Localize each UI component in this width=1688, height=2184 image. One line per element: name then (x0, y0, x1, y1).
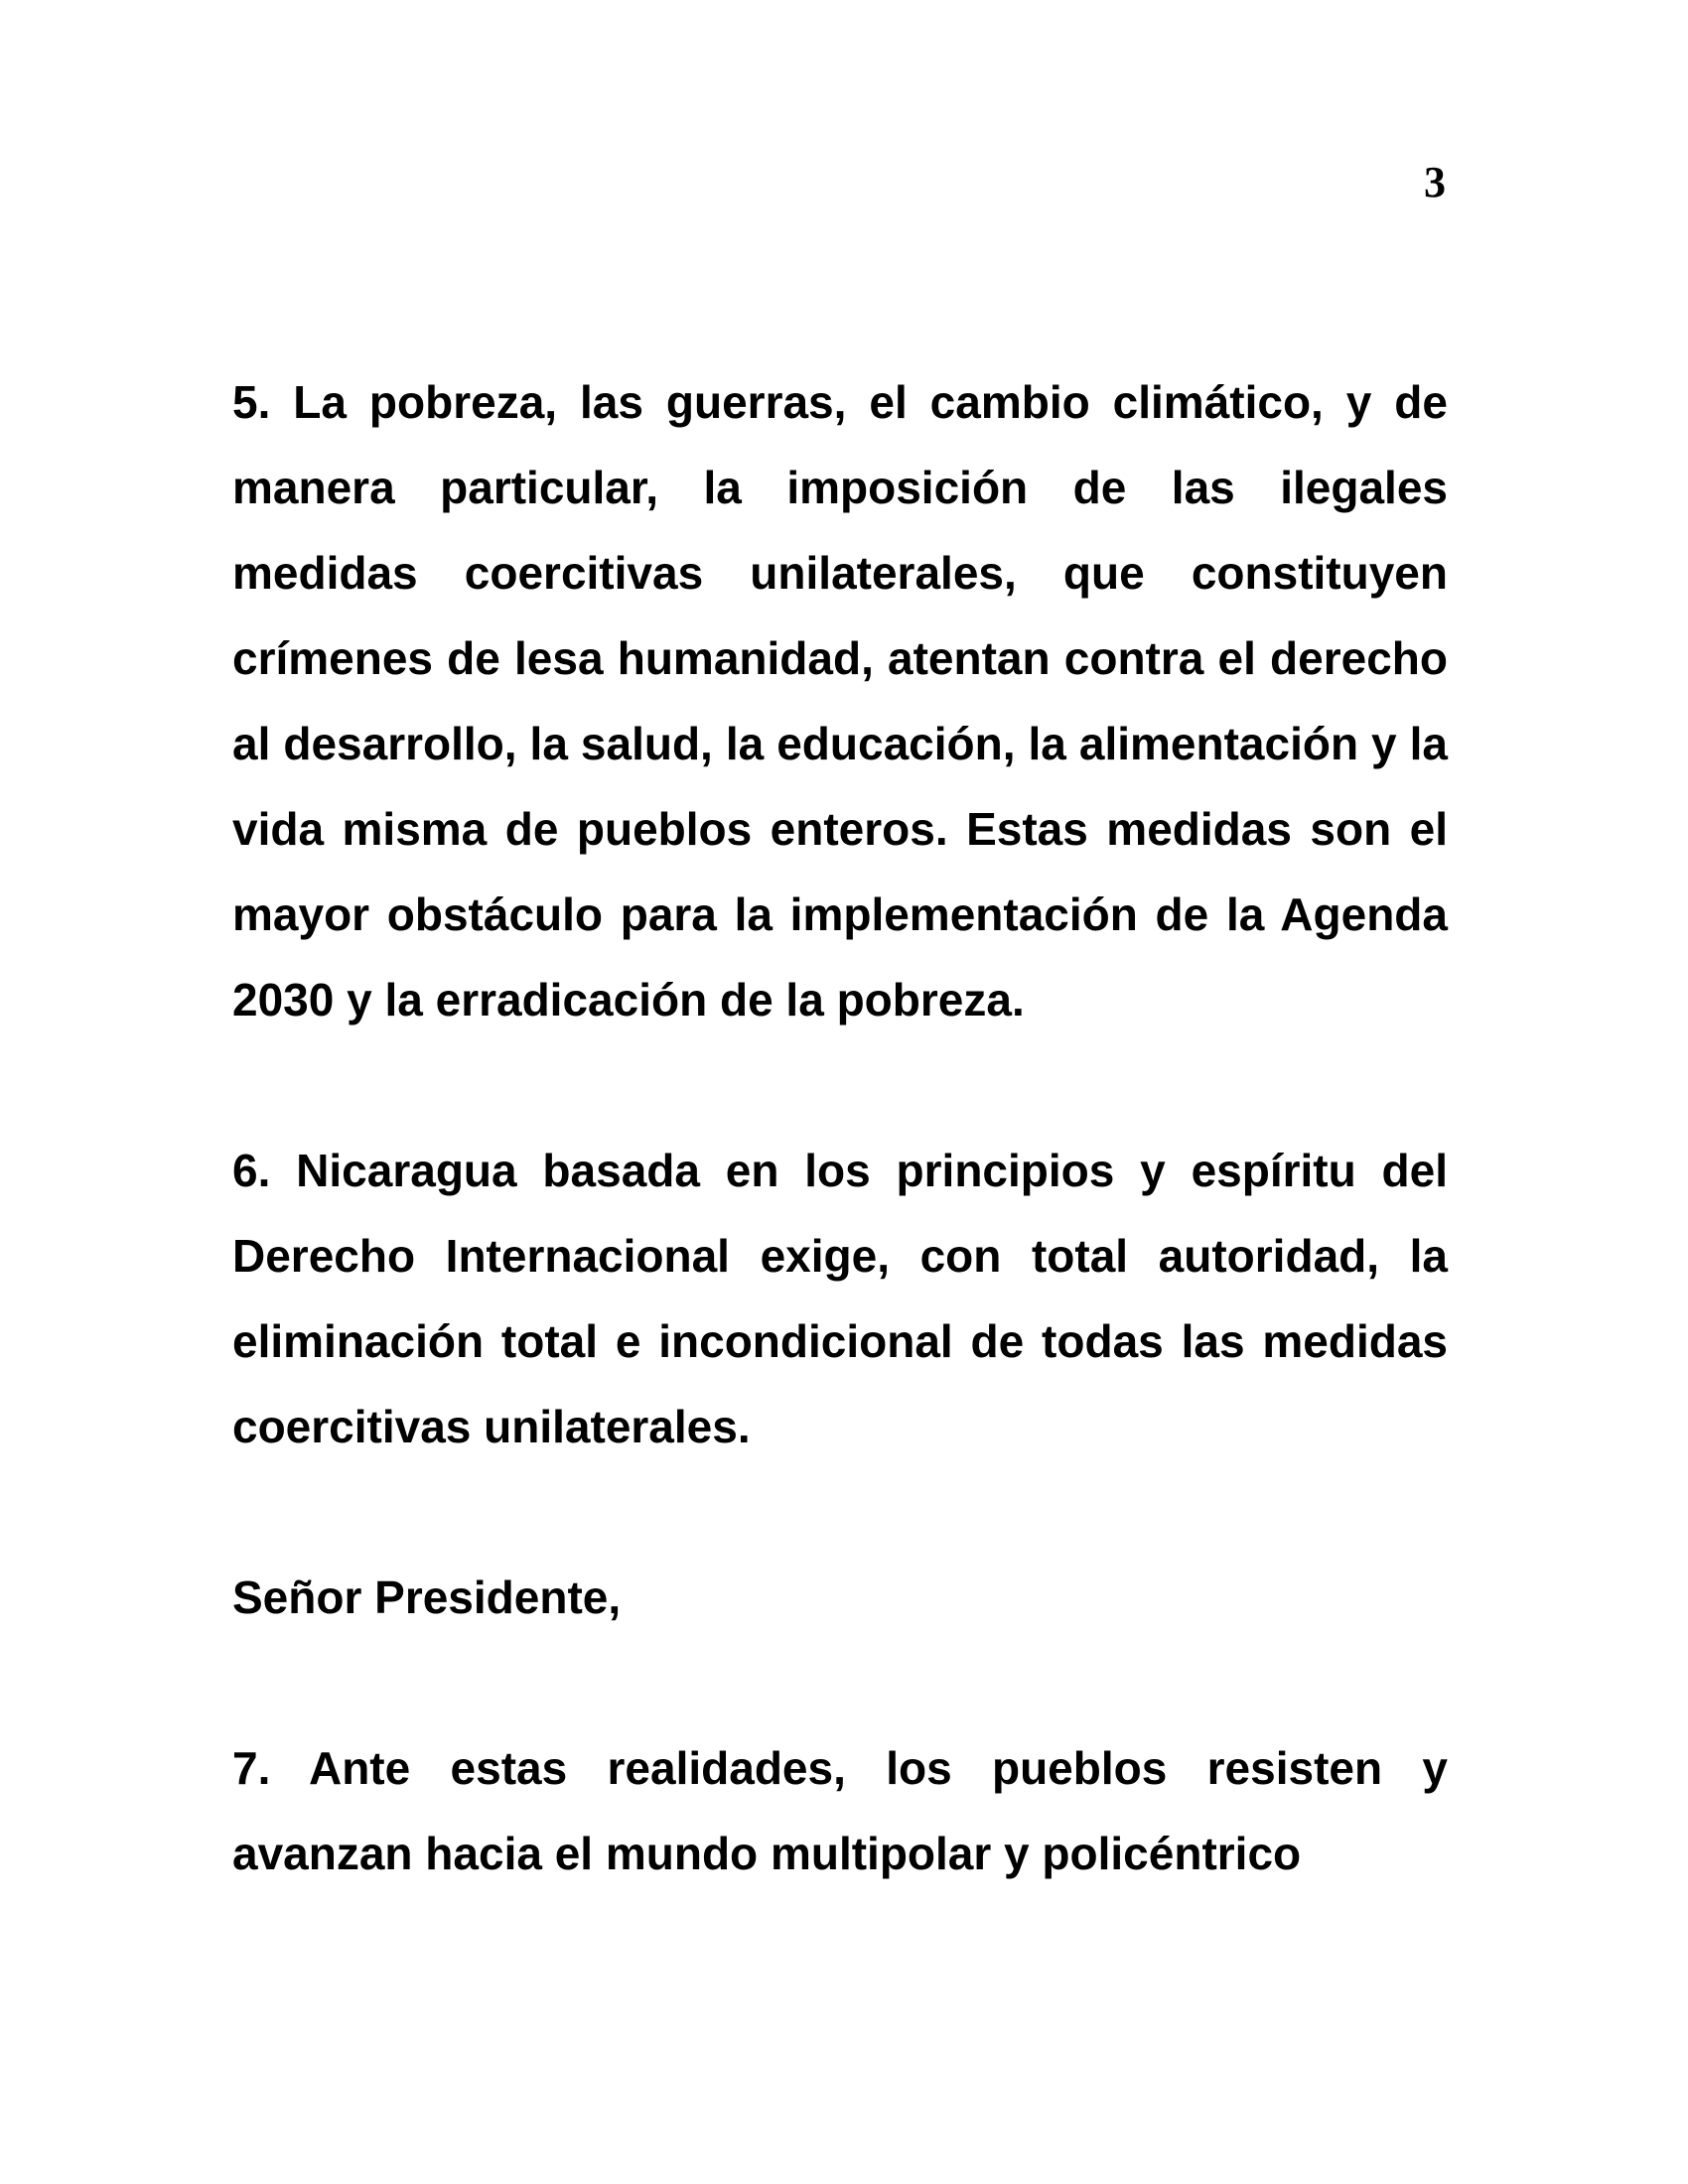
page-number: 3 (1424, 158, 1446, 206)
paragraph-5: 5. La pobreza, las guerras, el cambio climático, y de manera particular, la imposición de las ilegales medidas coercitivas unilaterales, que constituyen crímenes de lesa humanidad, atentan contra el derecho al desarrollo, la salud, la educación, la alimentación y la vida misma de pueblos enteros. Estas medidas son el mayor obstáculo para la implementación de la Agenda 2030 y la erradicación de la pobreza. (232, 376, 1448, 1025)
paragraph-6: 6. Nicaragua basada en los principios y espíritu del Derecho Internacional exige, con total autoridad, la eliminación total e incondicional de todas las medidas coercitivas unilaterales. (232, 1145, 1448, 1452)
paragraph-7: 7. Ante estas realidades, los pueblos resisten y avanzan hacia el mundo multipolar y policéntrico (232, 1742, 1448, 1879)
salutation: Señor Presidente, (232, 1571, 622, 1623)
document-body (232, 359, 1448, 1896)
